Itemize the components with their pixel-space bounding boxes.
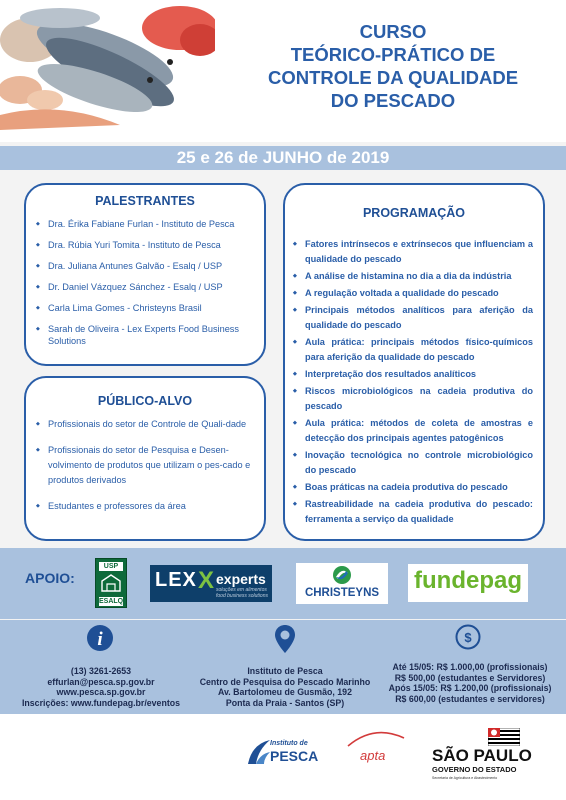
programacao-heading: PROGRAMAÇÃO — [362, 206, 466, 220]
publico-heading: PÚBLICO-ALVO — [97, 394, 193, 408]
instituto-pesca-logo — [246, 736, 326, 770]
price-line: Até 15/05: R$ 1.000,00 (profissionais) — [392, 662, 548, 672]
pesca-main-text: PESCA — [270, 748, 319, 764]
list-item: ◆ Interpretação dos resultados analíticos — [293, 367, 533, 382]
website-link[interactable]: www.pesca.sp.gov.br — [56, 687, 146, 697]
sp-flag-icon — [488, 728, 520, 746]
publico-alvo-box — [24, 376, 266, 541]
fish-illustration — [0, 0, 215, 130]
svg-text:i: i — [97, 629, 103, 650]
price-line: Após 15/05: R$ 1.200,00 (profissionais) — [388, 683, 552, 693]
title-line: CURSO — [359, 21, 427, 42]
list-item: ◆ Profissionais do setor de Pesquisa e Desen-volvimento de produtos que utilizam o pes-cado e produtos derivados — [36, 443, 252, 488]
location-line: Av. Bartolomeu de Gusmão, 192 — [218, 687, 352, 697]
location-line: Centro de Pesquisa do Pescado Marinho — [199, 676, 371, 687]
list-item: ◆ Inovação tecnológica no controle microbiológico do pescado — [293, 448, 533, 478]
list-item: ◆ Dra. Juliana Antunes Galvão - Esalq / USP — [36, 260, 252, 272]
list-item: ◆ Boas práticas na cadeia produtiva do pescado — [293, 480, 533, 495]
esalq-bottom: ESALQ — [99, 598, 124, 605]
esalq-logo — [95, 558, 127, 608]
christeyns-swirl-icon — [332, 565, 352, 585]
price-line: R$ 500,00 (estudantes e Servidores) — [394, 672, 546, 683]
lex-tagline-1: soluções em alimentos — [216, 587, 267, 593]
location-line: Instituto de Pesca — [247, 666, 323, 676]
apoio-band — [0, 548, 566, 619]
esalq-top: USP — [99, 562, 123, 571]
sp-small-text: Secretaria de Agricultura e Abastecimento — [432, 776, 498, 780]
course-title — [228, 20, 558, 112]
svg-text:$: $ — [464, 630, 472, 645]
title-line: TEÓRICO-PRÁTICO DE — [290, 44, 496, 65]
list-item: ◆ Aula prática: principais métodos físico-químicos para aferição da qualidade do pescado — [293, 335, 533, 365]
sp-main-text: SÃO PAULO — [432, 746, 532, 765]
pesca-wave-icon — [246, 738, 272, 766]
christeyns-text: CHRISTEYNS — [304, 587, 380, 599]
programacao-list — [293, 237, 533, 527]
email-link[interactable]: effurlan@pesca.sp.gov.br — [47, 676, 155, 687]
list-item: ◆ Dr. Daniel Vázquez Sánchez - Esalq / USP — [36, 281, 252, 293]
phone-text: (13) 3261-2653 — [70, 666, 132, 676]
header — [0, 0, 566, 142]
pesca-top-text: Instituto de — [270, 740, 308, 747]
location-info — [190, 666, 380, 708]
registration-link[interactable]: Inscrições: www.fundepag.br/eventos — [21, 697, 181, 708]
christeyns-logo — [296, 563, 388, 604]
fundepag-logo — [408, 564, 528, 602]
date-banner: 25 e 26 de JUNHO de 2019 — [0, 146, 566, 170]
list-item: ◆ A regulação voltada a qualidade do pescado — [293, 286, 533, 301]
list-item: ◆ Estudantes e professores da área — [36, 499, 252, 514]
title-line: DO PESCADO — [330, 90, 456, 111]
lex-text: LEX — [155, 569, 197, 591]
lex-tagline — [216, 587, 268, 599]
apta-logo — [346, 728, 406, 772]
list-item: ◆ Riscos microbiológicos na cadeia produtiva do pescado — [293, 384, 533, 414]
programacao-box — [283, 183, 545, 541]
list-item: ◆ Rastreabilidade na cadeia produtiva do pescado: ferramenta a serviço da qualidade — [293, 497, 533, 527]
palestrantes-list — [36, 218, 252, 347]
footer — [0, 714, 566, 800]
list-item: ◆ Dra. Rúbia Yuri Tomita - Instituto de Pesca — [36, 239, 252, 251]
list-item: ◆ A análise de histamina no dia a dia da indústria — [293, 269, 533, 284]
list-item: ◆ Fatores intrínsecos e extrínsecos que influenciam a qualidade do pescado — [293, 237, 533, 267]
location-line: Ponta da Praia - Santos (SP) — [225, 697, 345, 708]
apta-swoosh-icon — [346, 728, 406, 748]
sao-paulo-logo — [432, 728, 542, 788]
palestrantes-heading: PALESTRANTES — [95, 194, 195, 208]
list-item: ◆ Carla Lima Gomes - Christeyns Brasil — [36, 302, 252, 314]
sp-sub-text: GOVERNO DO ESTADO — [432, 765, 517, 774]
list-item: ◆ Principais métodos analíticos para aferição da qualidade do pescado — [293, 303, 533, 333]
location-pin-icon — [274, 624, 296, 654]
price-line: R$ 600,00 (estudantes e servidores) — [395, 693, 545, 704]
list-item: ◆ Dra. Érika Fabiane Furlan - Instituto de Pesca — [36, 218, 252, 230]
lex-tagline-2: food business solutions — [216, 593, 268, 599]
lex-x-mark: X — [198, 567, 215, 594]
price-info — [380, 662, 560, 704]
apoio-label: APOIO: — [25, 570, 75, 586]
info-band — [0, 620, 566, 714]
list-item: ◆ Profissionais do setor de Controle de Quali-dade — [36, 417, 252, 432]
contact-info — [16, 666, 186, 708]
palestrantes-box — [24, 183, 266, 366]
apta-text: apta — [360, 748, 386, 763]
title-line: CONTROLE DA QUALIDADE — [267, 67, 519, 88]
lex-experts-text: experts — [216, 571, 266, 587]
lex-experts-logo — [150, 565, 272, 602]
esalq-emblem-icon — [98, 573, 124, 595]
list-item: ◆ Aula prática: métodos de coleta de amostras e detecção dos principais agentes patogênicos — [293, 416, 533, 446]
publico-list — [36, 417, 252, 514]
fundepag-text: fundepag — [414, 567, 522, 594]
dollar-icon — [455, 624, 481, 650]
list-item: ◆ Sarah de Oliveira - Lex Experts Food Business Solutions — [36, 323, 252, 347]
info-icon — [86, 624, 114, 652]
